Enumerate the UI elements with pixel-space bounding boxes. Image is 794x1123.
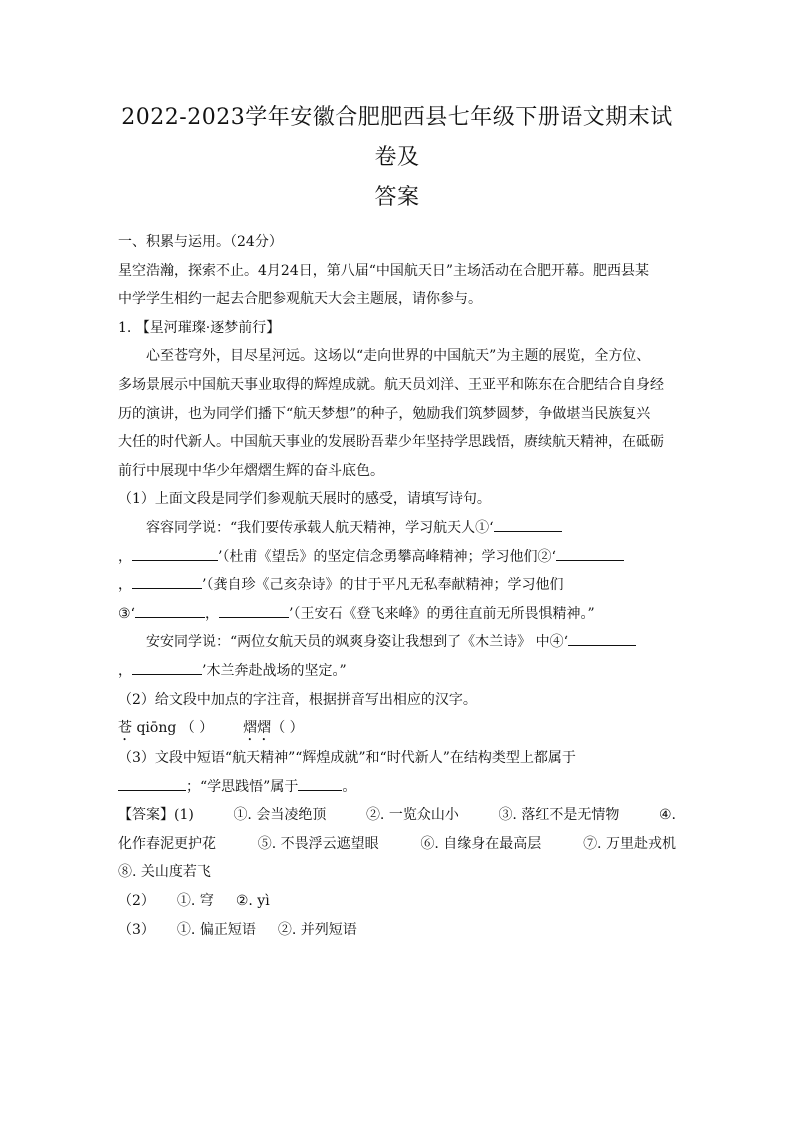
rong-text-c-post: ’（龚自珍《己亥杂诗》的甘于平凡无私奉献精神；学习他们 bbox=[202, 577, 564, 594]
answer-row1-4: ④. bbox=[658, 807, 676, 824]
an-text-b-pre: ， bbox=[118, 662, 132, 679]
dotted-word-2: 熠熠 bbox=[243, 720, 272, 737]
answer-row1-1: ①. 会当凌绝顶 bbox=[233, 807, 327, 824]
sub-question-3-line bbox=[118, 773, 676, 802]
an-text-a: 安安同学说：“两位女航天员的飒爽身姿让我想到了《木兰诗》 中④‘ bbox=[146, 634, 569, 651]
intro-line-1: 星空浩瀚，探索不止。4月24日，第八届“中国航天日”主场活动在合肥开幕。肥西县某 bbox=[118, 262, 650, 279]
an-line-1 bbox=[118, 628, 676, 657]
answer-row5-1: ①. 偏正短语 bbox=[176, 921, 256, 938]
sub-question-3-prompt: （3）文段中短语“航天精神”“辉煌成就”和“时代新人”在结构类型上都属于 bbox=[118, 750, 576, 767]
passage-line-2: 多场景展示中国航天事业取得的辉煌成就。航天员刘洋、王亚平和陈东在合肥结合自身经 bbox=[118, 376, 664, 393]
answer-row-1 bbox=[118, 801, 676, 830]
answer-row-4 bbox=[118, 887, 676, 916]
blank-5[interactable] bbox=[118, 774, 186, 791]
rong-line-1 bbox=[118, 514, 676, 543]
section-heading: 一、积累与运用。（24分） bbox=[118, 234, 283, 250]
rong-text-c-pre: ， bbox=[118, 577, 132, 594]
passage-text: 心至苍穹外，目尽星河远。这场以“走向世界的中国航天”为主题的展览，全方位、 bbox=[146, 348, 651, 365]
answer-row5-0: （3） bbox=[118, 921, 155, 938]
rong-text-a: 容容同学说：“我们要传承载人航天精神，学习航天人①‘ bbox=[146, 519, 494, 536]
title-line-2: 答案 bbox=[374, 185, 420, 210]
blank-2b[interactable] bbox=[132, 572, 202, 589]
passage-line-4: 大任的时代新人。中国航天事业的发展盼吾辈少年坚持学思践悟，赓续航天精神，在砥砺 bbox=[118, 434, 664, 451]
answer-row4-2: ②. yì bbox=[235, 893, 270, 910]
document-body bbox=[118, 228, 676, 944]
passage-line-1 bbox=[118, 342, 676, 371]
answer-label: 【答案】 bbox=[118, 807, 174, 824]
blank-1b[interactable] bbox=[132, 544, 218, 561]
rong-line-2 bbox=[118, 543, 676, 572]
blank-3b[interactable] bbox=[219, 601, 289, 618]
rong-text-d-pre: ③‘ bbox=[118, 605, 136, 622]
an-line-2 bbox=[118, 657, 676, 686]
sub-question-1-prompt: （1）上面文段是同学们参观航天展时的感受，请填写诗句。 bbox=[118, 491, 491, 508]
blank-1a[interactable] bbox=[494, 515, 562, 532]
answer-row2-3: ⑦. 万里赴戎机 bbox=[583, 835, 676, 852]
blank-4b[interactable] bbox=[132, 658, 202, 675]
passage-line-3: 历的演讲，也为同学们播下“航天梦想”的种子，勉励我们筑梦圆梦，争做堪当民族复兴 bbox=[118, 405, 651, 422]
title-line-1: 2022-2023学年安徽合肥肥西县七年级下册语文期末试卷及 bbox=[121, 105, 673, 170]
page-title bbox=[118, 98, 676, 218]
answer-row4-0: （2） bbox=[118, 893, 155, 910]
rong-text-d-mid: ， bbox=[205, 605, 220, 622]
an-text-b-post: ’木兰奔赴战场的坚定。” bbox=[202, 662, 347, 679]
rong-text-b-post: ’（杜甫《望岳》的坚定信念勇攀高峰精神；学习他们②‘ bbox=[218, 548, 556, 565]
answer-row4-1: ①. 穹 bbox=[176, 893, 214, 910]
rong-line-4 bbox=[118, 600, 676, 629]
sub-question-2-line bbox=[118, 714, 676, 744]
answer-label-group bbox=[118, 801, 194, 830]
sub3-text: ；“学思践悟”属于 bbox=[186, 778, 299, 795]
answer-row1-0: (1) bbox=[174, 807, 194, 824]
answer-row1-3: ③. 落红不是无情物 bbox=[498, 807, 620, 824]
answer-row1-2: ②. 一览众山小 bbox=[365, 807, 459, 824]
answer-row2-2: ⑥. 自缘身在最高层 bbox=[420, 835, 542, 852]
question-1-label: 1. 【星河璀璨·逐梦前行】 bbox=[118, 319, 281, 336]
sub3-end: 。 bbox=[342, 778, 357, 795]
answer-row-3: ⑧. 关山度若飞 bbox=[118, 864, 211, 881]
answer-row5-2: ②. 并列短语 bbox=[277, 921, 357, 938]
passage-line-5: 前行中展现中华少年熠熠生辉的奋斗底色。 bbox=[118, 462, 384, 479]
answer-row-2 bbox=[118, 830, 676, 859]
rong-text-b-pre: ， bbox=[118, 548, 132, 565]
pinyin-1: qiōng （ ） bbox=[136, 720, 214, 737]
pinyin-2: （ ） bbox=[271, 720, 304, 737]
blank-2a[interactable] bbox=[556, 544, 624, 561]
rong-text-d-post: ’（王安石《登飞来峰》的勇往直前无所畏惧精神。” bbox=[289, 605, 595, 622]
answer-row2-1: ⑤. 不畏浮云遮望眼 bbox=[257, 835, 379, 852]
sub-question-2-prompt: （2）给文段中加点的字注音，根据拼音写出相应的汉字。 bbox=[118, 691, 477, 708]
intro-line-2: 中学学生相约一起去合肥参观航天大会主题展，请你参与。 bbox=[118, 291, 482, 308]
blank-6[interactable] bbox=[298, 774, 342, 791]
rong-line-3 bbox=[118, 571, 676, 600]
blank-3a[interactable] bbox=[135, 601, 205, 618]
blank-4a[interactable] bbox=[568, 629, 636, 646]
answer-row2-0: 化作春泥更护花 bbox=[118, 835, 216, 852]
dotted-word-1: 苍 bbox=[118, 720, 132, 737]
answer-row-5 bbox=[118, 916, 676, 945]
